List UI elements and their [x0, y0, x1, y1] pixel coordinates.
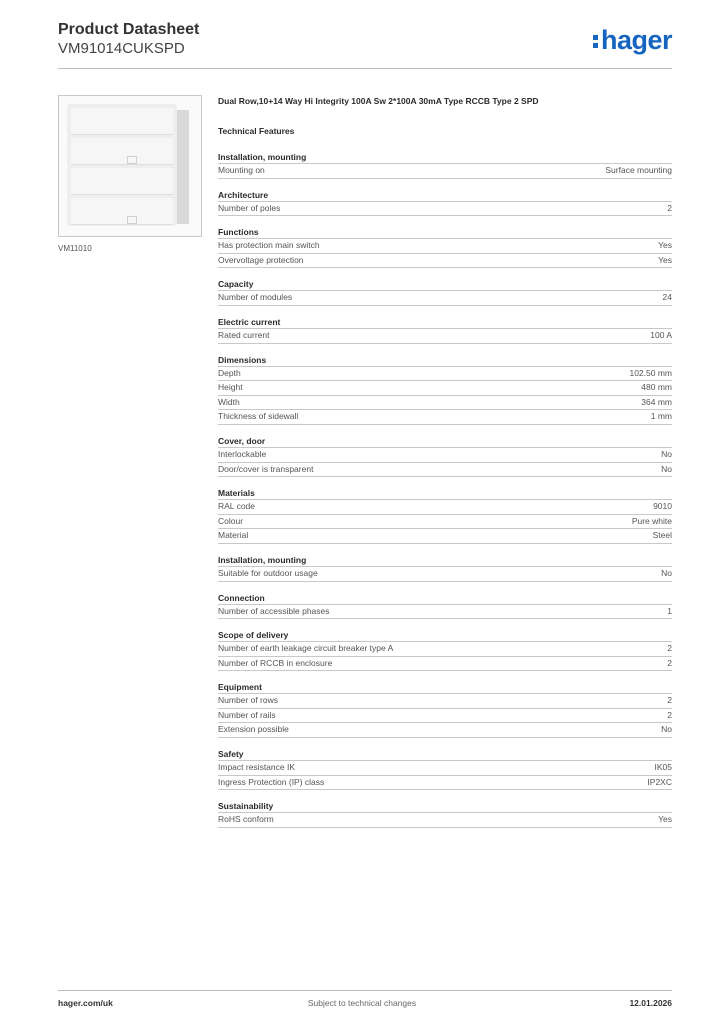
feature-value: IK05 [654, 762, 672, 773]
feature-value: 24 [662, 292, 672, 303]
feature-label: Mounting on [218, 165, 265, 175]
feature-section [218, 554, 672, 582]
section-title: Installation, mounting [218, 554, 672, 567]
feature-row [218, 694, 672, 709]
feature-value: Yes [658, 814, 672, 825]
feature-label: Ingress Protection (IP) class [218, 776, 325, 787]
feature-row [218, 500, 672, 515]
feature-section [218, 592, 672, 620]
page-title: Product Datasheet [58, 21, 200, 38]
feature-section [218, 800, 672, 828]
feature-row [218, 723, 672, 738]
feature-value: No [661, 724, 672, 735]
feature-row [218, 709, 672, 724]
feature-value: Pure white [631, 515, 672, 526]
footer-divider [58, 990, 672, 991]
hager-logo [593, 27, 672, 54]
feature-row [218, 410, 672, 425]
feature-sections [218, 151, 672, 828]
technical-features-heading: Technical Features [218, 126, 295, 136]
feature-row [218, 529, 672, 544]
feature-label: Material [218, 530, 249, 541]
feature-label: Height [218, 382, 243, 393]
feature-section [218, 487, 672, 544]
feature-value: No [661, 448, 672, 459]
feature-row [218, 329, 672, 344]
feature-label: RAL code [218, 501, 256, 512]
section-title: Capacity [218, 278, 672, 291]
feature-value: 9010 [653, 501, 672, 512]
footer-note: Subject to technical changes [307, 998, 417, 1008]
feature-value: Surface mounting [605, 165, 672, 175]
section-title: Equipment [218, 681, 672, 694]
footer-date: 12.01.2026 [629, 998, 672, 1008]
footer-website: hager.com/uk [58, 998, 113, 1008]
feature-row [218, 448, 672, 463]
feature-section [218, 629, 672, 671]
feature-section [218, 189, 672, 217]
header-divider [58, 68, 672, 69]
feature-label: RoHS conform [218, 814, 274, 825]
feature-label: Number of RCCB in enclosure [218, 657, 333, 668]
feature-value: 2 [667, 695, 672, 706]
feature-section [218, 748, 672, 790]
feature-section [218, 681, 672, 738]
section-title: Architecture [218, 189, 672, 202]
feature-row [218, 367, 672, 382]
feature-value: Yes [658, 240, 672, 251]
enclosure-illustration [67, 104, 177, 226]
feature-label: Number of poles [218, 202, 281, 213]
feature-label: Number of earth leakage circuit breaker type A [218, 643, 394, 654]
feature-row [218, 239, 672, 254]
section-title: Electric current [218, 316, 672, 329]
product-image [58, 95, 202, 237]
feature-value: Steel [652, 530, 672, 541]
feature-row [218, 605, 672, 620]
feature-label: Has protection main switch [218, 240, 320, 251]
feature-section [218, 278, 672, 306]
feature-row [218, 567, 672, 582]
feature-value: 364 mm [641, 396, 672, 407]
feature-value: 1 [667, 605, 672, 616]
feature-label: Number of rails [218, 709, 276, 720]
feature-row [218, 254, 672, 269]
feature-row [218, 202, 672, 217]
product-code: VM91014CUKSPD [58, 40, 185, 57]
feature-row [218, 463, 672, 478]
feature-label: Extension possible [218, 724, 289, 735]
feature-row [218, 381, 672, 396]
feature-row [218, 642, 672, 657]
feature-value: 102.50 mm [629, 367, 672, 378]
section-title: Functions [218, 226, 672, 239]
feature-label: Thickness of sidewall [218, 411, 299, 422]
feature-value: IP2XC [647, 776, 672, 787]
feature-section [218, 435, 672, 477]
feature-section [218, 354, 672, 425]
feature-label: Width [218, 396, 240, 407]
section-title: Sustainability [218, 800, 672, 813]
feature-label: Number of accessible phases [218, 605, 330, 616]
feature-row [218, 291, 672, 306]
section-title: Scope of delivery [218, 629, 672, 642]
feature-value: No [661, 567, 672, 578]
feature-label: Depth [218, 367, 241, 378]
feature-label: Suitable for outdoor usage [218, 567, 318, 578]
datasheet-content [218, 96, 672, 838]
feature-label: Number of modules [218, 292, 293, 303]
feature-value: 2 [667, 657, 672, 668]
product-description: Dual Row,10+14 Way Hi Integrity 100A Sw 2*100A 30mA Type RCCB Type 2 SPD [218, 96, 539, 106]
feature-value: 2 [667, 202, 672, 213]
feature-row [218, 164, 672, 179]
feature-label: Colour [218, 515, 244, 526]
section-title: Safety [218, 748, 672, 761]
section-title: Connection [218, 592, 672, 605]
logo-dots-icon [593, 32, 598, 51]
feature-section [218, 151, 672, 179]
feature-value: 480 mm [641, 382, 672, 393]
feature-value: No [661, 463, 672, 474]
feature-row [218, 776, 672, 791]
image-caption: VM11010 [58, 244, 92, 253]
feature-value: 2 [667, 709, 672, 720]
feature-value: 100 A [650, 329, 672, 340]
feature-value: 2 [667, 643, 672, 654]
feature-row [218, 657, 672, 672]
feature-row [218, 813, 672, 828]
logo-text: hager [600, 25, 672, 55]
section-title: Materials [218, 487, 672, 500]
feature-section [218, 226, 672, 268]
feature-row [218, 396, 672, 411]
section-title: Cover, door [218, 435, 672, 448]
feature-row [218, 515, 672, 530]
feature-label: Rated current [218, 329, 270, 340]
feature-row [218, 761, 672, 776]
feature-label: Door/cover is transparent [218, 463, 314, 474]
feature-section [218, 316, 672, 344]
section-title: Dimensions [218, 354, 672, 367]
feature-label: Number of rows [218, 695, 278, 706]
feature-label: Impact resistance IK [218, 762, 296, 773]
section-title: Installation, mounting [218, 151, 672, 164]
feature-label: Interlockable [218, 448, 267, 459]
feature-value: 1 mm [650, 411, 672, 422]
feature-label: Overvoltage protection [218, 254, 304, 265]
feature-value: Yes [658, 254, 672, 265]
